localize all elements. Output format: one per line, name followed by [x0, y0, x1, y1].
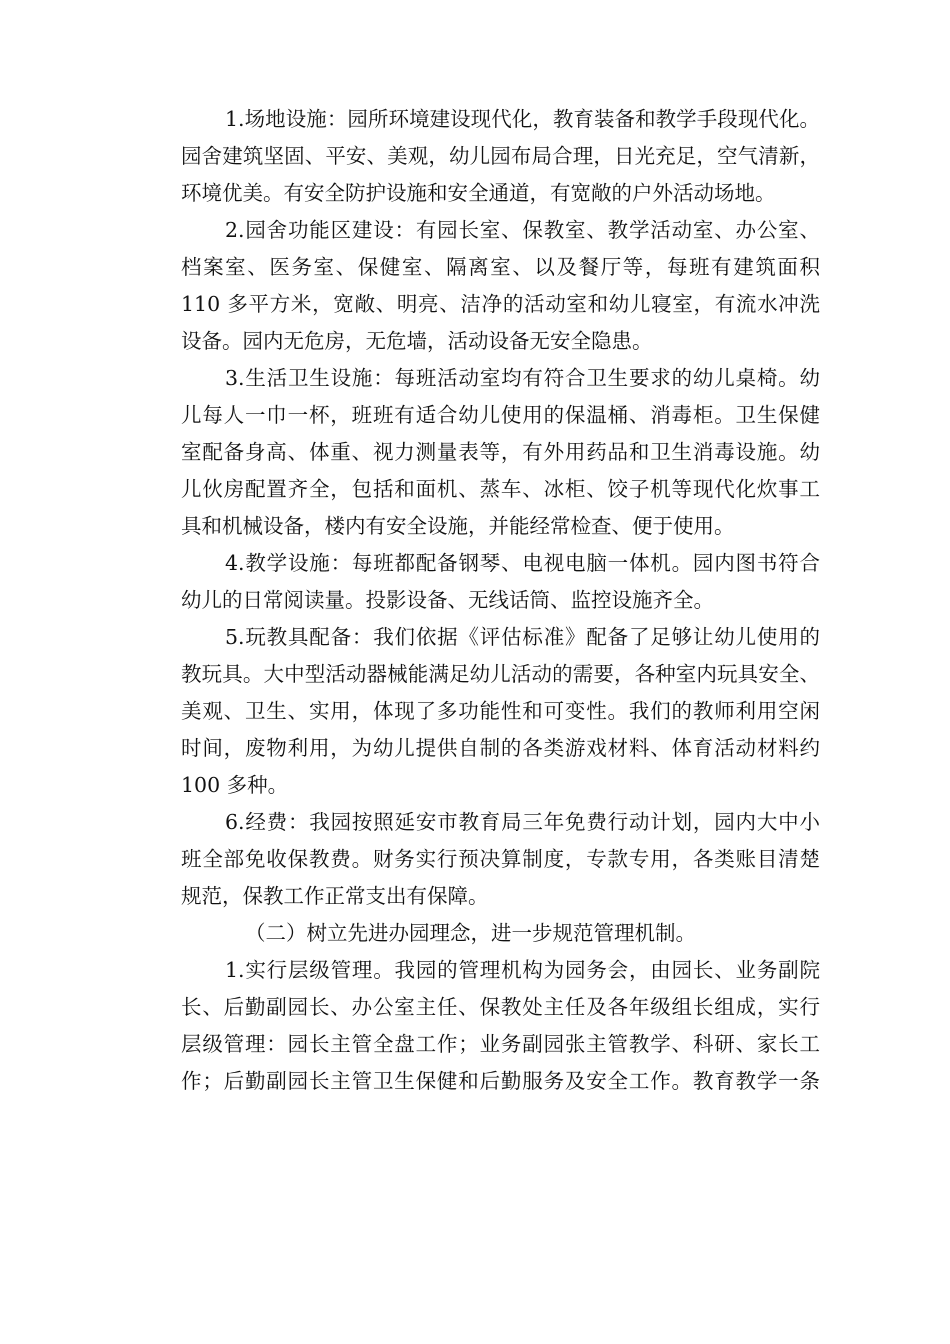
text-line: 具和机械设备，楼内有安全设施，并能经常检查、便于使用。 — [181, 514, 735, 538]
paragraph-site-facilities — [140, 101, 820, 212]
text-line: 儿伙房配置齐全，包括和面机、蒸车、冰柜、饺子机等现代化炊事工 — [181, 477, 820, 501]
paragraph-funding — [140, 804, 820, 915]
text-line: 长、后勤副园长、办公室主任、保教处主任及各年级组长组成，实行 — [181, 995, 820, 1019]
text-line: 档案室、医务室、保健室、隔离室、以及餐厅等，每班有建筑面积 — [181, 255, 820, 279]
text-line: 5.玩教具配备：我们依据《评估标准》配备了足够让幼儿使用的 — [225, 625, 820, 649]
text-line: 作；后勤副园长主管卫生保健和后勤服务及安全工作。教育教学一条 — [181, 1069, 820, 1093]
text-line: 教玩具。大中型活动器械能满足幼儿活动的需要，各种室内玩具安全、 — [181, 662, 820, 686]
paragraph-hygiene-facilities — [140, 360, 820, 545]
section-heading — [140, 915, 820, 952]
text-line: 6.经费：我园按照延安市教育局三年免费行动计划，园内大中小 — [225, 810, 820, 834]
paragraph-toys-equipment — [140, 619, 820, 804]
paragraph-hierarchical-management — [140, 952, 820, 1100]
text-line: 1.实行层级管理。我园的管理机构为园务会，由园长、业务副院 — [225, 958, 820, 982]
paragraph-teaching-facilities — [140, 545, 820, 619]
text-line: 1.场地设施：园所环境建设现代化，教育装备和教学手段现代化。 — [225, 107, 820, 131]
text-line: 规范，保教工作正常支出有保障。 — [181, 884, 489, 908]
text-line: 园舍建筑坚固、平安、美观，幼儿园布局合理，日光充足，空气清新， — [181, 144, 820, 168]
text-line: 2.园舍功能区建设：有园长室、保教室、教学活动室、办公室、 — [225, 218, 820, 242]
text-line: 班全部免收保教费。财务实行预决算制度，专款专用，各类账目清楚 — [181, 847, 820, 871]
text-line: 美观、卫生、实用，体现了多功能性和可变性。我们的教师利用空闲 — [181, 699, 820, 723]
document-body — [140, 101, 820, 1100]
text-line: 100 多种。 — [181, 773, 289, 797]
text-line: 环境优美。有安全防护设施和安全通道，有宽敞的户外活动场地。 — [181, 181, 776, 205]
section-heading-text: （二）树立先进办园理念，进一步规范管理机制。 — [245, 921, 696, 945]
text-line: 幼儿的日常阅读量。投影设备、无线话筒、监控设施齐全。 — [181, 588, 714, 612]
text-line: 3.生活卫生设施：每班活动室均有符合卫生要求的幼儿桌椅。幼 — [225, 366, 820, 390]
text-line: 层级管理：园长主管全盘工作；业务副园张主管教学、科研、家长工 — [181, 1032, 820, 1056]
text-line: 室配备身高、体重、视力测量表等，有外用药品和卫生消毒设施。幼 — [181, 440, 820, 464]
text-line: 110 多平方米，宽敞、明亮、洁净的活动室和幼儿寝室，有流水冲洗 — [181, 292, 820, 316]
text-line: 设备。园内无危房，无危墙，活动设备无安全隐患。 — [181, 329, 653, 353]
text-line: 儿每人一巾一杯，班班有适合幼儿使用的保温桶、消毒柜。卫生保健 — [181, 403, 820, 427]
text-line: 时间，废物利用，为幼儿提供自制的各类游戏材料、体育活动材料约 — [181, 736, 820, 760]
text-line: 4.教学设施：每班都配备钢琴、电视电脑一体机。园内图书符合 — [225, 551, 820, 575]
paragraph-functional-areas — [140, 212, 820, 360]
